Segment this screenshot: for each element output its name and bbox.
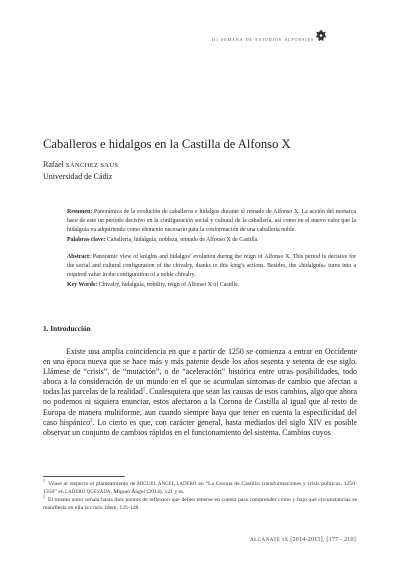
author-given-name: Rafael: [43, 160, 64, 169]
spanish-abstract: [67, 208, 356, 245]
english-abstract: [67, 253, 356, 290]
journal-pages: , [177 - 210]: [322, 537, 356, 543]
footnote-1-text-a: Véase al respecto el planteamiento de: [48, 481, 138, 487]
footnote-ref-2[interactable]: 2: [90, 418, 93, 424]
palabras-clave-label: Palabras clave:: [67, 236, 106, 243]
body-paragraph: [43, 347, 357, 438]
journal-years: [2014-2015]: [290, 537, 323, 543]
abstract-label: Abstract:: [67, 254, 91, 260]
footnote-1-author-1: MIGUEL ÁNGEL LADERO: [137, 482, 197, 487]
footnote-1-author-2: LADERO QUESADA: [65, 489, 111, 495]
author-affiliation: Universidad de Cádiz: [43, 172, 113, 181]
footnote-1-text-b: en “La Corona de Castilla: transformaciones y crisis políticas. 1250-1350” en: [43, 481, 358, 495]
body-text-part-1: Existe una amplia coincidencia en que a partir de 1250 se comienza a entrar en Occidente en una época nueva que se hace más y más patente desde los años sesenta y setenta de ese siglo. Llámese de “crisis”, de “mutación”, o de “aceleración” histórica entre otras posibilidades, todo aboca a la consideración de un mundo en el que se acumulan síntomas de cambio que afectan a todas las parcelas de la realidad: [43, 347, 357, 397]
body-text-part-3: . Lo cierto es que, con carácter general, hasta mediados del siglo XIV es posible observar un conjunto de cambios rápidos en el funcionamiento del sistema. Cambios cuyos: [43, 417, 357, 437]
body-text-part-2: . Cualesquiera que sean las causas de esos cambios, algo que ahora no podemos ni siquiera enunciar, estos afectaron a la Corona de Castilla al igual que al resto de Europa de manera multiforme, aun cuando siempre haya que tener en cuenta la especificidad del caso hispánico: [43, 387, 357, 427]
footnote-2-number: 2: [43, 493, 45, 499]
resumen-text: Panorámica de la evolución de caballeros e hidalgos durante el reinado de Alfonso X. La acción del monarca hace de este un período decisivo en la configuración social y cultural de la caballería, así como en el nuevo valor que la hidalguía va adquiriendo como elemento necesario para la conformación de una caballería noble.: [67, 209, 356, 234]
palabras-clave-text: Caballería, hidalguía, nobleza, reinado de Alfonso X de Castilla.: [106, 236, 259, 243]
author-family-name: SÁNCHEZ SAUS: [65, 162, 119, 169]
section-heading: 1. Introducción: [43, 324, 91, 333]
running-head: iii semana de estudios alfonsíes: [211, 36, 314, 43]
abstract-text: Panoramic view of knights and hidalgos’ evolution during the reign of Alfonso X. This period is decisive for the social and cultural configuration of the chivalry, thanks to this king’s actions. Besides, the «hidalguía» turns into a required value in the configuration of a noble chivalry.: [67, 254, 356, 279]
footnotes: [43, 478, 358, 513]
footnote-ref-1[interactable]: 1: [142, 387, 146, 393]
page-folio: [250, 537, 356, 543]
footnote-1-number: 1: [43, 478, 45, 484]
resumen-label: Resumen:: [67, 209, 93, 215]
author-name: [43, 160, 118, 169]
journal-name: ALCANATE: [249, 537, 281, 543]
journal-issue: IX: [282, 537, 289, 543]
footnote-2: [43, 493, 357, 513]
footnote-rule: [43, 476, 125, 477]
footnote-1: [43, 478, 358, 497]
footnote-2-text: El mismo autor señala hasta diez puntos de reflexión que deben tenerse en cuenta para comprender cómo y bajo qué circunstancias se manifiesta en ella la crisis. Idem, 125-128.: [43, 496, 357, 511]
key-words-text: Chivalry, hidalguía, nobility, reign of Alfonso X of Castille.: [98, 281, 240, 288]
footnote-1-text-c: , Miguel Ángel (2014), 121 y ss.: [110, 488, 185, 495]
article-title: Caballeros e hidalgos en la Castilla de Alfonso X: [43, 137, 291, 151]
heraldic-lion-icon: [315, 29, 327, 43]
key-words-label: Key Words:: [67, 281, 98, 288]
